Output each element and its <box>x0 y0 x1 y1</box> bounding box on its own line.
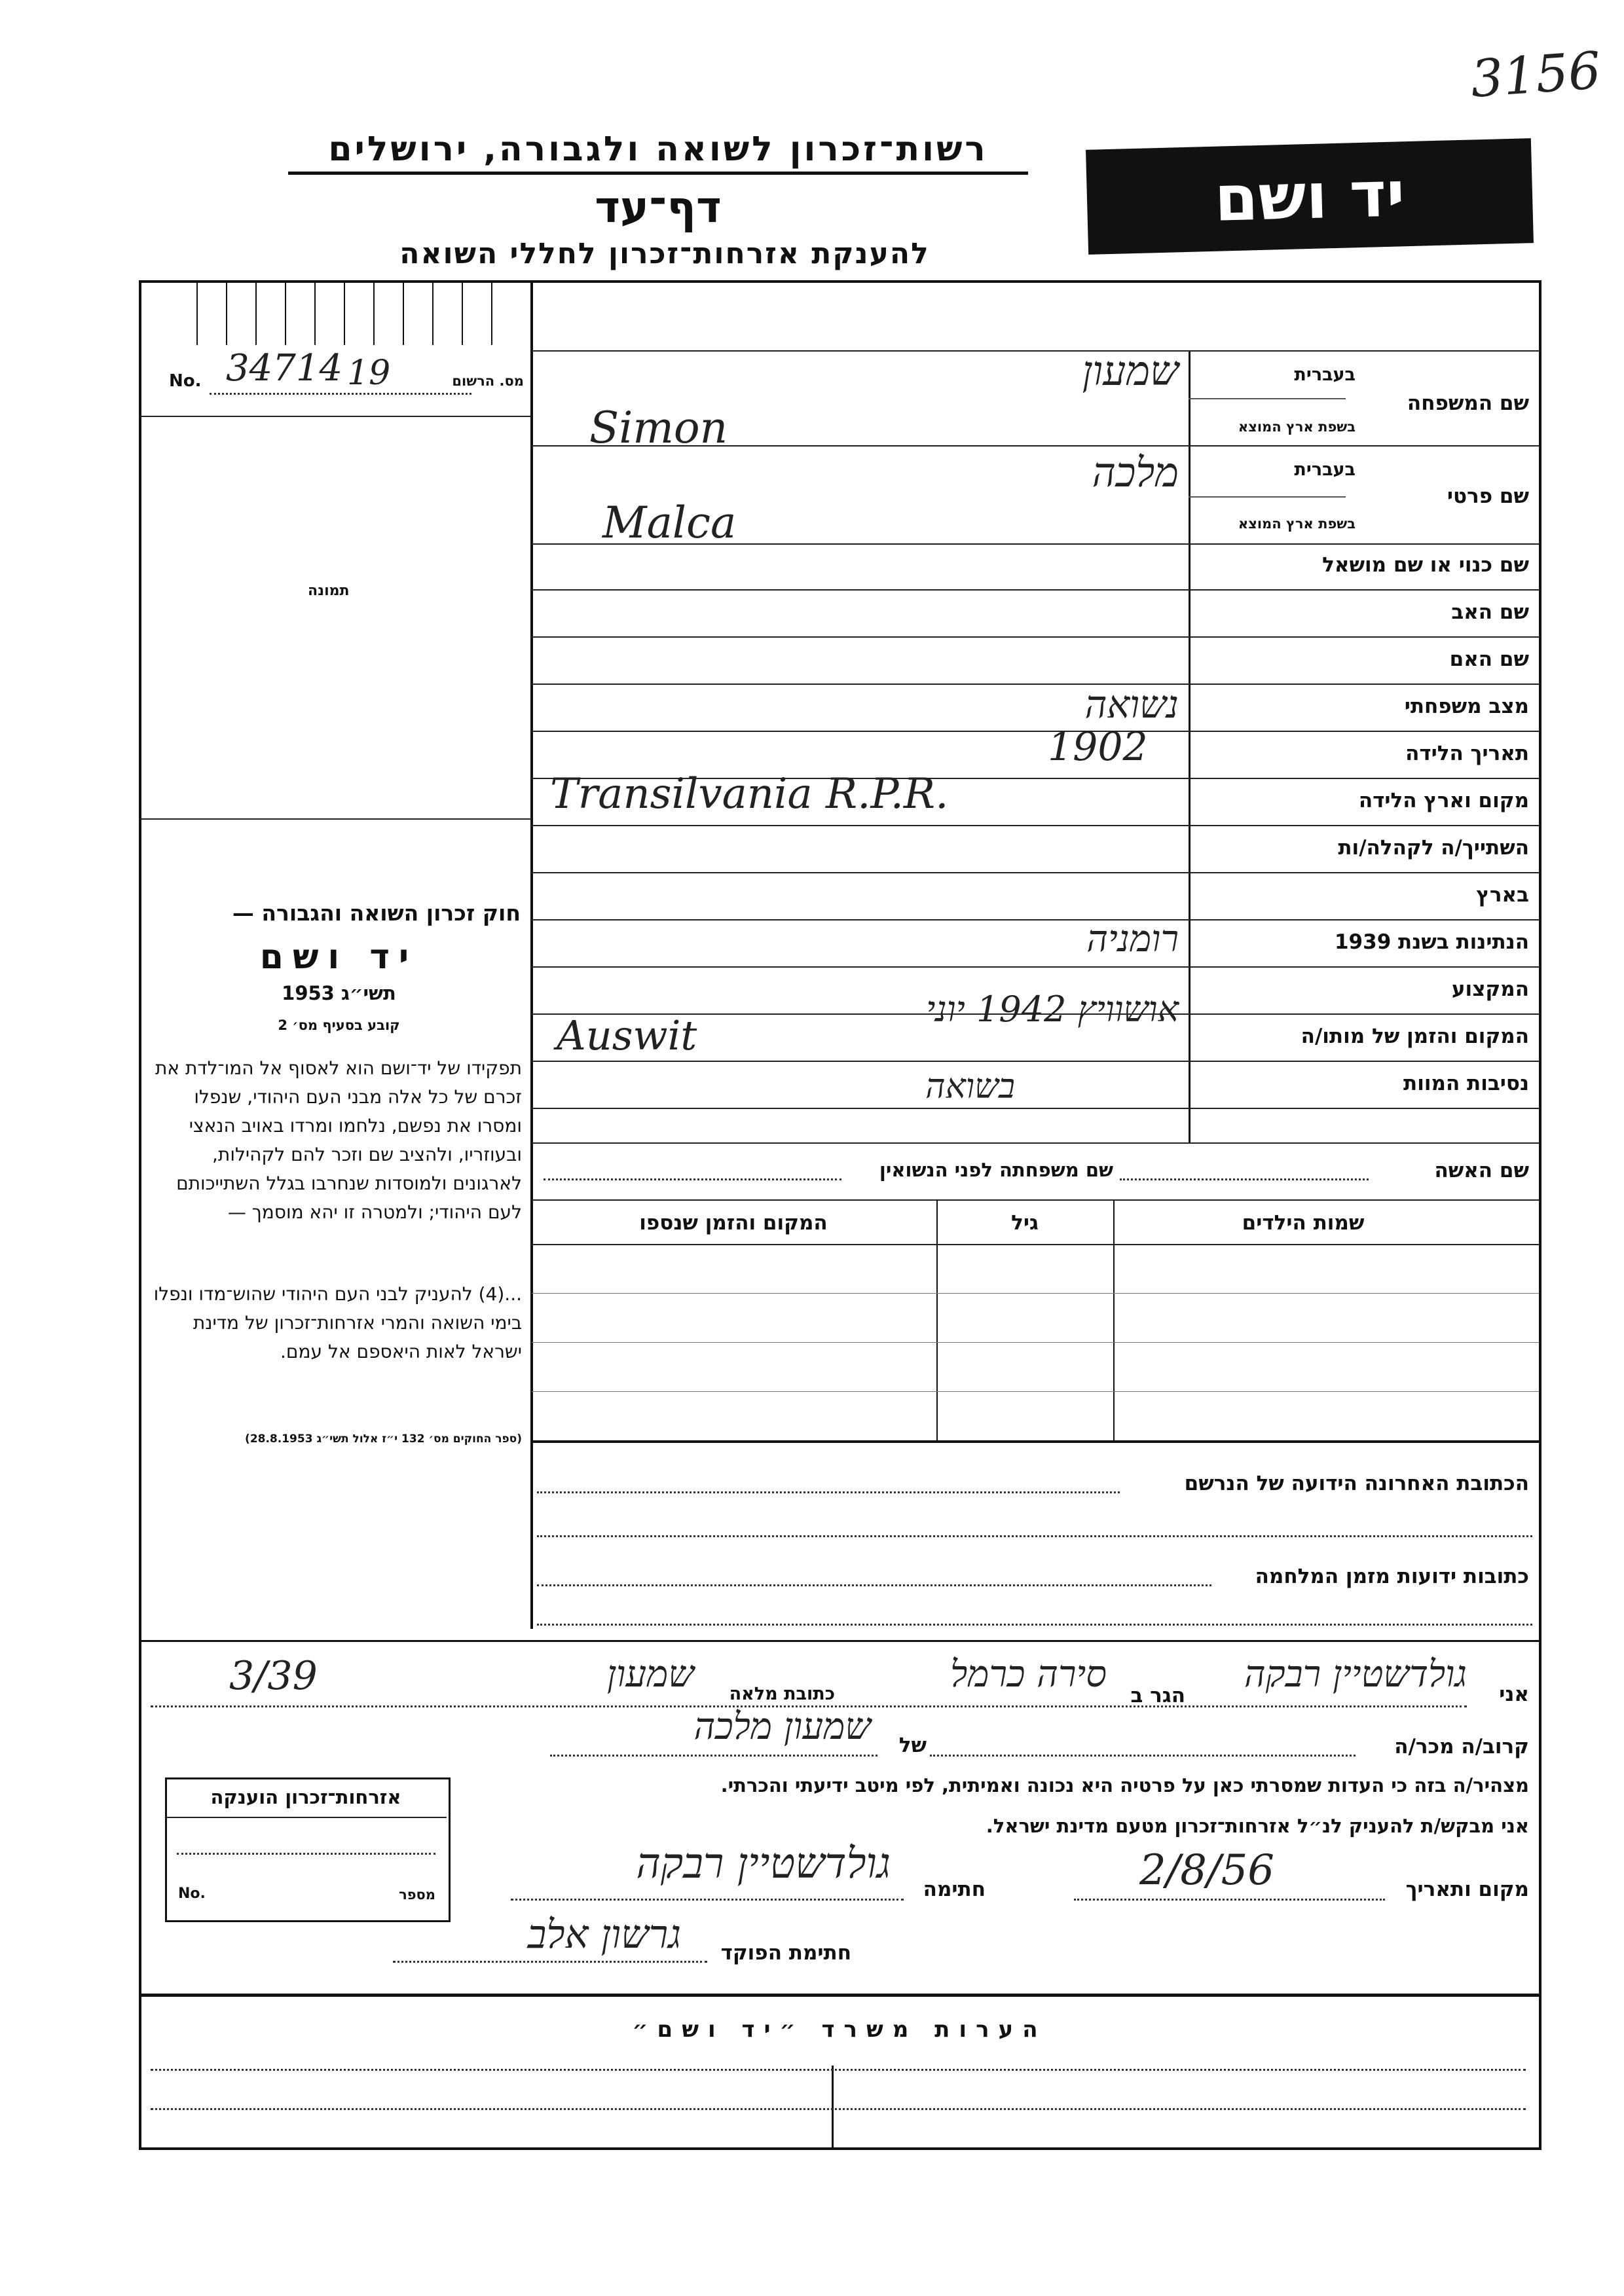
birth-date-value: 1902 <box>1048 724 1148 770</box>
left-column-border <box>530 280 533 1629</box>
last-address-line-1 <box>537 1491 1120 1493</box>
wartime-address-line-2 <box>537 1624 1532 1626</box>
witness-signature: גולדשטיין רבקה <box>636 1840 891 1888</box>
spouse-label: שם האשה <box>1434 1159 1529 1182</box>
label-column-border <box>1189 350 1190 1142</box>
children-bottom-line <box>532 1440 1539 1443</box>
row-line-13 <box>532 1061 1539 1062</box>
first-name-hebrew-label: בעברית <box>1294 460 1356 480</box>
registration-line <box>210 393 471 395</box>
witness-signature-label: חתימה <box>923 1878 986 1901</box>
form-subtitle: להענקת אזרחות־זכרון לחללי השואה <box>399 237 930 270</box>
birth-place-value: Transilvania R.P.R. <box>550 770 949 818</box>
witness-address: 3/39 <box>229 1653 318 1699</box>
witness-relative-of: שמעון מלכה <box>693 1705 871 1748</box>
family-name-label: שם המשפחה <box>1407 392 1529 415</box>
children-row-line-1 <box>532 1293 1539 1294</box>
spouse-line <box>1120 1178 1369 1180</box>
last-address-line-2 <box>537 1535 1532 1537</box>
citizenship-box-line-1 <box>177 1853 435 1855</box>
citizenship-box-number-label: מספר <box>399 1887 435 1903</box>
witness-relative-label: קרוב/ה מכר/ה <box>1394 1735 1529 1758</box>
archive-number: 3156 <box>1469 41 1603 109</box>
citizenship-box-no-label: No. <box>178 1886 206 1902</box>
family-name-split <box>1189 398 1346 399</box>
officer-signature-label: חתימת הפוקד <box>720 1941 851 1965</box>
frame-bottom <box>139 2147 1541 2150</box>
children-row-line-2 <box>532 1342 1539 1343</box>
citizenship-box-divider <box>167 1817 447 1818</box>
children-col-divider-1 <box>936 1199 938 1442</box>
law-citation: (ספר החוקים מס׳ 132 י״ז אלול תשי״ג 28.8.1953) <box>245 1432 522 1446</box>
birth-place-label: מקום וארץ הלידה <box>1358 789 1529 812</box>
witness-declaration: מצהיר/ה בזה כי העדות שמסרתי כאן על פרטיה היא נכונה ואמיתית, לפי מיטב ידיעתי והכרתי. <box>720 1774 1529 1796</box>
family-name-hebrew-label: בעברית <box>1294 365 1356 385</box>
death-circumstances-value: בשואה <box>925 1067 1015 1106</box>
death-place-time-label: המקום והזמן של מותו/ה <box>1301 1025 1529 1048</box>
officer-signature: גרשון אלב <box>527 1912 681 1958</box>
first-name-label: שם פרטי <box>1447 484 1529 508</box>
citizenship-1939-label: הנתינות בשנת 1939 <box>1334 930 1529 954</box>
children-row-line-3 <box>532 1391 1539 1392</box>
law-clause-ref: קובע בסעיף מס׳ 2 <box>278 1017 400 1033</box>
form-title: דף־עד <box>595 182 722 232</box>
officer-signature-line <box>393 1961 707 1963</box>
photo-divider <box>140 818 530 820</box>
spouse-divider <box>532 1199 1539 1201</box>
death-place-time-latin-value: Auswit <box>557 1011 697 1059</box>
registration-divider <box>140 416 530 417</box>
witness-address-label: כתובת מלאה <box>729 1684 835 1704</box>
first-name-origin-value: Malca <box>602 498 737 548</box>
children-header-line <box>532 1244 1539 1245</box>
last-address-label: הכתובת האחרונה הידועה של הנרשם <box>1184 1472 1529 1495</box>
in-country-label: בארץ <box>1476 883 1529 907</box>
row-line-15 <box>532 1142 1539 1144</box>
first-name-split <box>1189 496 1346 498</box>
witness-of-label: של <box>898 1734 927 1757</box>
authority-title: רשות־זכרון לשואה ולגבורה, ירושלים <box>328 130 988 169</box>
first-name-origin-label: בשפת ארץ המוצא <box>1238 516 1356 532</box>
first-name-hebrew-value: מלכה <box>1092 448 1179 496</box>
family-name-hebrew-value: שמעון <box>1082 347 1179 395</box>
row-line-3 <box>532 589 1539 591</box>
witness-place-date-label: מקום ותאריך <box>1405 1878 1529 1901</box>
office-notes-title: הערות משרד ״יד ושם״ <box>632 2016 1047 2043</box>
birth-date-label: תאריך הלידה <box>1405 742 1529 765</box>
registration-no-label: No. <box>169 371 202 391</box>
witness-signature-line <box>511 1899 904 1901</box>
mother-label: שם האם <box>1449 647 1529 671</box>
witness-name: גולדשטיין רבקה <box>1244 1653 1467 1696</box>
children-header-place: המקום והזמן שנספו <box>639 1211 828 1235</box>
profession-label: המקצוע <box>1451 977 1529 1001</box>
marital-status-label: מצב משפחתי <box>1404 695 1529 718</box>
registration-label: מס. הרשום <box>452 373 524 389</box>
children-header-names: שמות הילדים <box>1242 1211 1365 1235</box>
photo-label: תמונה <box>308 583 350 599</box>
registration-suffix: 19 <box>347 354 391 393</box>
row-line-9 <box>532 872 1539 873</box>
row-line-8 <box>532 825 1539 826</box>
office-notes-divider <box>832 2066 834 2147</box>
witness-resides-label: הגר ב <box>1130 1684 1185 1707</box>
law-name: יד ושם <box>259 938 418 977</box>
office-notes-top-line <box>140 1994 1539 1997</box>
witness-street: שמעון <box>606 1653 694 1696</box>
address-bottom-line <box>140 1640 1539 1642</box>
law-paragraph-2: ...(4) להעניק לבני העם היהודי שהוש־מדו ונפלו בימי השואה והמרי אזרחות־זכרון של מדינת ישראל לאות היאספם אל עמם. <box>153 1283 522 1362</box>
frame-top <box>139 280 1540 283</box>
office-notes-line-1 <box>151 2069 1526 2071</box>
registration-number: 34714 <box>226 347 343 390</box>
yad-vashem-logo: יד ושם <box>1086 138 1534 255</box>
title-underline <box>288 172 1028 175</box>
witness-city: סירה כרמל <box>950 1653 1107 1696</box>
witness-place-date-line <box>1074 1899 1385 1901</box>
wartime-address-line-1 <box>537 1584 1211 1586</box>
spouse-maiden-label: שם משפחתה לפני הנשואין <box>879 1159 1113 1181</box>
office-notes-line-2 <box>151 2108 1526 2110</box>
witness-i-label: אני <box>1499 1683 1529 1706</box>
wartime-address-label: כתובות ידועות מזמן המלחמה <box>1255 1565 1529 1588</box>
row-line-4 <box>532 636 1539 638</box>
law-year: תשי״ג 1953 <box>282 982 396 1004</box>
law-paragraph-1: תפקידו של יד־ושם הוא לאסוף אל המו־לדת את זכרם של כל אלה מבני העם היהודי, שנפלו ומסרו את נפשם, נלחמו ומרדו באויב הנאצי ובעוזריו, ולהציב שם וזכר להם לקהילות, לארגונים ולמוסדות שנחרבו בגלל השתייכותם לעם היהודי; ולמטרה זו יהא מוסמך — <box>155 1057 522 1223</box>
family-name-origin-label: בשפת ארץ המוצא <box>1238 419 1356 435</box>
frame-left <box>139 280 141 2149</box>
nickname-label: שם כנוי או שם מושאל <box>1322 553 1529 577</box>
citizenship-1939-value: רומניה <box>1086 918 1179 960</box>
row-line-14 <box>532 1108 1539 1109</box>
family-name-origin-value: Simon <box>589 403 728 453</box>
law-title: חוק זכרון השואה והגבורה — <box>232 900 521 926</box>
death-circumstances-label: נסיבות המוות <box>1403 1072 1529 1095</box>
children-header-age: גיל <box>1011 1211 1039 1235</box>
community-label: השתייך/ה לקהלה/ות <box>1338 836 1529 860</box>
frame-right <box>1539 280 1541 2149</box>
father-label: שם האב <box>1451 600 1529 624</box>
marital-status-value: נשואה <box>1084 682 1179 727</box>
spouse-maiden-line <box>544 1178 841 1180</box>
witness-date: 2/8/56 <box>1139 1846 1274 1895</box>
witness-of-line <box>550 1755 877 1757</box>
death-place-time-value: אושוויץ 1942 יוני <box>926 989 1179 1030</box>
witness-request: אני מבקש/ת להעניק לנ״ל אזרחות־זכרון מטעם מדינת ישראל. <box>986 1815 1529 1837</box>
witness-relative-line <box>930 1755 1356 1757</box>
row-line-11 <box>532 966 1539 968</box>
citizenship-box-title: אזרחות־זכרון הוענקה <box>210 1786 401 1808</box>
children-col-divider-2 <box>1113 1199 1115 1442</box>
row-line-6 <box>532 731 1539 732</box>
